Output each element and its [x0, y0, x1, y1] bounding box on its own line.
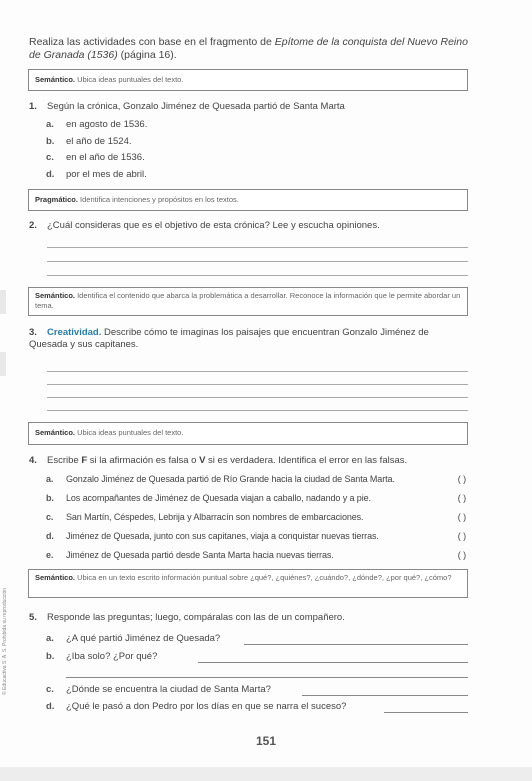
answer-line[interactable]: [47, 371, 468, 372]
copyright-notice: © Educactiva S. A. S. Prohibida su reproducción: [2, 587, 8, 695]
option-1b: b. el año de 1524.: [46, 136, 132, 147]
answer-line[interactable]: [47, 397, 468, 398]
answer-line[interactable]: [47, 247, 468, 248]
question-5b: b. ¿Iba solo? ¿Por qué?: [46, 651, 158, 662]
answer-line[interactable]: [244, 644, 468, 645]
answer-parentheses[interactable]: ( ): [457, 550, 466, 560]
question-2: 2. ¿Cuál consideras que es el objetivo de esta crónica? Lee y escucha opiniones.: [29, 220, 380, 231]
statement-4a: a. Gonzalo Jiménez de Quesada partió de Río Grande hacia la ciudad de Santa Marta. ( ): [46, 474, 466, 484]
answer-line[interactable]: [198, 662, 468, 663]
answer-parentheses[interactable]: ( ): [457, 512, 466, 522]
answer-line[interactable]: [47, 275, 468, 276]
statement-4c: c. San Martín, Céspedes, Lebrija y Albarracín son nombres de embarcaciones. ( ): [46, 512, 466, 522]
question-5a: a. ¿A qué partió Jiménez de Quesada?: [46, 633, 221, 644]
question-3: 3. Creatividad. Describe cómo te imaginas los paisajes que encuentran Gonzalo Jiménez de Quesada y sus capitanes.: [29, 327, 429, 350]
answer-line[interactable]: [384, 712, 468, 713]
question-5c: c. ¿Dónde se encuentra la ciudad de Santa Marta?: [46, 684, 271, 695]
answer-parentheses[interactable]: ( ): [457, 493, 466, 503]
competency-box: Semántico. Ubica en un texto escrito información puntual sobre ¿qué?, ¿quiénes?, ¿cuándo?, ¿dónde?, ¿por qué?, ¿cómo?: [28, 569, 468, 598]
question-5: 5. Responde las preguntas; luego, compáralas con las de un compañero.: [29, 612, 345, 623]
creativity-label: Creatividad.: [47, 327, 102, 338]
page-bottom-shade: [0, 767, 532, 781]
statement-4d: d. Jiménez de Quesada, junto con sus capitanes, viaja a conquistar nuevas tierras. ( ): [46, 531, 466, 541]
question-5d: d. ¿Qué le pasó a don Pedro por los días en que se narra el suceso?: [46, 701, 347, 712]
page-number: 151: [255, 734, 277, 748]
statement-4b: b. Los acompañantes de Jiménez de Quesada viajan a caballo, nadando y a pie. ( ): [46, 493, 466, 503]
statement-4e: e. Jiménez de Quesada partió desde Santa Marta hacia nuevas tierras. ( ): [46, 550, 466, 560]
competency-box: Semántico. Ubica ideas puntuales del texto.: [28, 422, 468, 445]
answer-line[interactable]: [47, 384, 468, 385]
answer-line[interactable]: [302, 695, 468, 696]
option-1d: d. por el mes de abril.: [46, 169, 147, 180]
option-1a: a. en agosto de 1536.: [46, 119, 148, 130]
answer-parentheses[interactable]: ( ): [457, 474, 466, 484]
question-1: 1. Según la crónica, Gonzalo Jiménez de Quesada partió de Santa Marta: [29, 101, 345, 112]
answer-line[interactable]: [47, 261, 468, 262]
question-4: 4. Escribe F si la afirmación es falsa o V si es verdadera. Identifica el error en las falsas.: [29, 455, 408, 466]
competency-box: Semántico. Identifica el contenido que abarca la problemática a desarrollar. Reconoce la información que le permite abordar un tema.: [28, 287, 468, 316]
source-title: Epítome de la conquista del Nuevo Reino de Granada (1536): [29, 36, 468, 61]
page-edge-mark: [0, 352, 6, 376]
competency-box: Pragmático. Identifica intenciones y propósitos en los textos.: [28, 189, 468, 211]
option-1c: c. en el año de 1536.: [46, 152, 145, 163]
answer-line[interactable]: [66, 677, 468, 678]
instructions: Realiza las actividades con base en el fragmento de Epítome de la conquista del Nuevo Reino de Granada (1536) (página 16).: [29, 36, 468, 61]
page-edge-mark: [0, 290, 6, 314]
answer-line[interactable]: [47, 410, 468, 411]
competency-box: Semántico. Ubica ideas puntuales del texto.: [28, 69, 468, 91]
answer-parentheses[interactable]: ( ): [457, 531, 466, 541]
